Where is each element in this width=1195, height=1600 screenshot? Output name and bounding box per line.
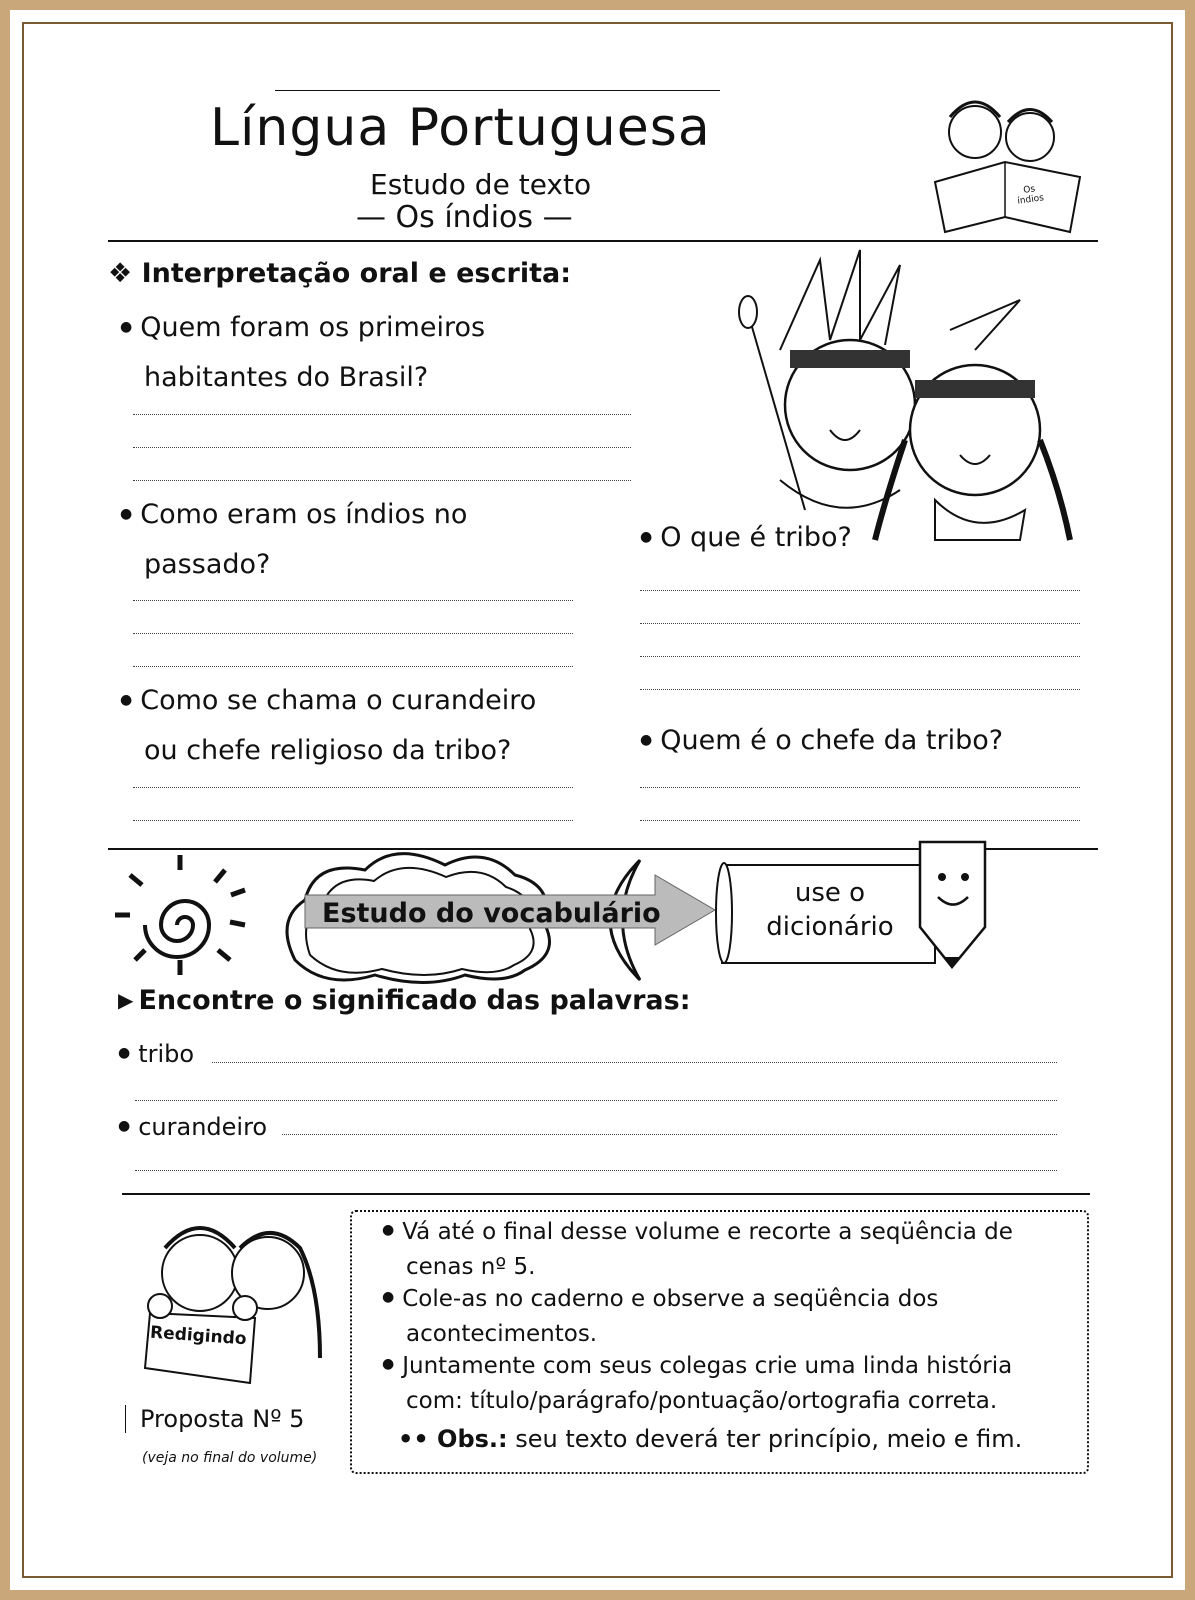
interpretation-heading: ❖ Interpretação oral e escrita: [108, 258, 571, 289]
page-theme: — Os índios — [356, 200, 573, 235]
answer-line[interactable] [133, 600, 573, 601]
answer-line[interactable] [640, 689, 1080, 690]
observation [398, 1425, 1022, 1453]
question-3 [120, 678, 536, 774]
scroll-text-line1: use o [794, 878, 866, 908]
instruction-1-line2: cenas nº 5. [406, 1254, 536, 1280]
vocab-word-1 [118, 1040, 194, 1068]
vocabulary-banner: Estudo do vocabulário [322, 898, 661, 929]
proposal-text: Proposta Nº 5 [125, 1405, 304, 1433]
vocab-word-2 [118, 1113, 267, 1141]
vocab-word-2-text: ● curandeiro [118, 1113, 267, 1141]
question-4-line1: ● O que é tribo? [640, 522, 852, 553]
question-4 [640, 515, 852, 565]
page-subtitle: Estudo de texto [370, 168, 592, 201]
dictionary-scroll [735, 876, 925, 944]
question-2-line1: ● Como eram os índios no [120, 499, 467, 530]
instruction-item-3 [382, 1350, 1072, 1417]
instruction-list [382, 1216, 1072, 1417]
answer-line[interactable] [640, 590, 1080, 591]
question-2 [120, 492, 467, 588]
page-title: Língua Portuguesa [210, 98, 711, 158]
answer-line[interactable] [133, 414, 631, 415]
question-1 [120, 305, 485, 401]
answer-line[interactable] [640, 787, 1080, 788]
kids-reading-illustration [920, 92, 1100, 242]
answer-line[interactable] [640, 820, 1080, 821]
writing-badge: Redigindo [149, 1322, 248, 1350]
kids-writing-illustration [140, 1218, 330, 1388]
instruction-2-line1: ● Cole-as no caderno e observe a seqüência dos [382, 1286, 938, 1312]
instruction-1-line1: ● Vá até o final desse volume e recorte a seqüência de [382, 1219, 1013, 1245]
arrow-bullet-icon: ▶ [118, 988, 134, 1012]
answer-line[interactable] [640, 656, 1080, 657]
answer-line[interactable] [133, 666, 573, 667]
proposal-note: (veja no final do volume) [142, 1450, 318, 1466]
answer-line[interactable] [135, 1100, 1057, 1101]
book-label: Os índios [1016, 184, 1045, 207]
vocab-word-1-text: ● tribo [118, 1040, 194, 1068]
answer-line[interactable] [133, 480, 631, 481]
section-divider [122, 1193, 1090, 1195]
question-5-line1: ● Quem é o chefe da tribo? [640, 725, 1003, 756]
instruction-item-2 [382, 1283, 1072, 1350]
question-3-line2: ou chefe religioso da tribo? [144, 735, 512, 766]
proposal-label [125, 1405, 304, 1433]
instruction-3-line2: com: título/parágrafo/pontuação/ortografia correta. [406, 1388, 998, 1414]
top-rule [275, 90, 720, 91]
vocabulary-heading [118, 985, 691, 1016]
answer-line[interactable] [282, 1134, 1057, 1135]
instruction-item-1 [382, 1216, 1072, 1283]
question-5 [640, 718, 1003, 768]
instruction-3-line1: ● Juntamente com seus colegas crie uma linda história [382, 1353, 1012, 1379]
question-1-line1: ● Quem foram os primeiros [120, 312, 485, 343]
answer-line[interactable] [133, 787, 573, 788]
pencil-character-illustration [900, 832, 1010, 972]
answer-line[interactable] [640, 623, 1080, 624]
question-2-line2: passado? [144, 549, 271, 580]
answer-line[interactable] [133, 820, 573, 821]
instruction-2-line2: acontecimentos. [406, 1321, 598, 1347]
observation-text: seu texto deverá ter princípio, meio e fim. [507, 1425, 1023, 1453]
indian-children-illustration [720, 240, 1100, 550]
answer-line[interactable] [212, 1062, 1057, 1063]
scroll-text-line2: dicionário [766, 912, 894, 942]
question-1-line2: habitantes do Brasil? [144, 362, 429, 393]
answer-line[interactable] [133, 447, 631, 448]
question-3-line1: ● Como se chama o curandeiro [120, 685, 536, 716]
answer-line[interactable] [135, 1170, 1057, 1171]
vocabulary-heading-text: Encontre o significado das palavras: [138, 985, 691, 1016]
observation-label: •• Obs.: [398, 1425, 508, 1453]
answer-line[interactable] [133, 633, 573, 634]
